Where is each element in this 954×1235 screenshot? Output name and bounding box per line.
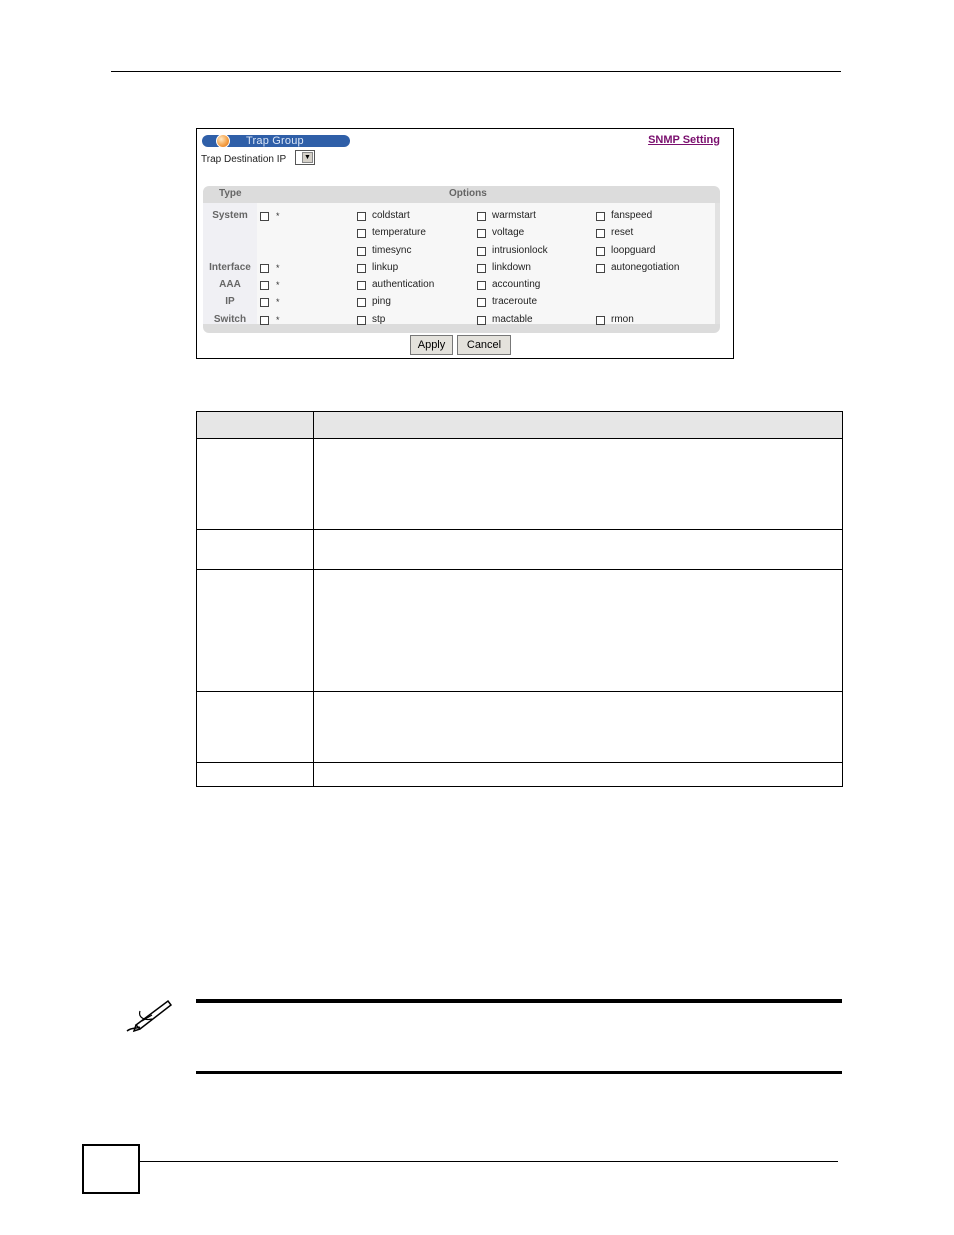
trap-destination-select[interactable] bbox=[295, 150, 315, 165]
row-label-ip: IP bbox=[225, 296, 235, 307]
table-cell bbox=[314, 439, 843, 530]
loopguard-label: loopguard bbox=[611, 245, 656, 256]
table-cell bbox=[197, 570, 314, 692]
voltage-checkbox[interactable] bbox=[477, 229, 486, 238]
options-table-header bbox=[203, 186, 720, 203]
linkup-checkbox[interactable] bbox=[357, 264, 366, 273]
row-label-switch: Switch bbox=[213, 314, 247, 325]
traceroute-label: traceroute bbox=[492, 296, 538, 307]
row-label-interface: Interface bbox=[209, 262, 251, 273]
system-all-checkbox[interactable] bbox=[260, 212, 269, 221]
table-right-edge bbox=[715, 203, 720, 324]
panel-title: Trap Group bbox=[246, 135, 304, 147]
rmon-label: rmon bbox=[611, 314, 634, 325]
description-table bbox=[196, 411, 843, 787]
reset-label: reset bbox=[611, 227, 634, 238]
aaa-all-checkbox[interactable] bbox=[260, 281, 269, 290]
warmstart-label: warmstart bbox=[492, 210, 536, 221]
mactable-checkbox[interactable] bbox=[477, 316, 486, 325]
table-cell bbox=[197, 692, 314, 763]
table-row bbox=[197, 763, 843, 787]
page-number-box bbox=[82, 1144, 140, 1194]
autonegotiation-label: autonegotiation bbox=[611, 262, 680, 273]
snmp-setting-link[interactable]: SNMP Setting bbox=[648, 134, 720, 146]
all-star: * bbox=[276, 263, 280, 273]
trap-destination-label: Trap Destination IP bbox=[201, 154, 287, 165]
header-rule bbox=[111, 71, 841, 72]
voltage-label: voltage bbox=[492, 227, 525, 238]
all-star: * bbox=[276, 211, 280, 221]
loopguard-checkbox[interactable] bbox=[596, 247, 605, 256]
ping-checkbox[interactable] bbox=[357, 298, 366, 307]
timesync-checkbox[interactable] bbox=[357, 247, 366, 256]
table-cell bbox=[197, 530, 314, 570]
intrusionlock-label: intrusionlock bbox=[492, 245, 548, 256]
table-row bbox=[197, 439, 843, 530]
coldstart-checkbox[interactable] bbox=[357, 212, 366, 221]
temperature-label: temperature bbox=[372, 227, 426, 238]
authentication-checkbox[interactable] bbox=[357, 281, 366, 290]
accounting-checkbox[interactable] bbox=[477, 281, 486, 290]
traceroute-checkbox[interactable] bbox=[477, 298, 486, 307]
linkup-label: linkup bbox=[372, 262, 399, 273]
coldstart-label: coldstart bbox=[372, 210, 410, 221]
row-label-system: System bbox=[212, 210, 248, 221]
cancel-button[interactable]: Cancel bbox=[457, 335, 511, 355]
table-header-cell bbox=[314, 412, 843, 439]
all-star: * bbox=[276, 315, 280, 325]
note-bottom-rule bbox=[196, 1071, 842, 1074]
table-cell bbox=[314, 530, 843, 570]
ip-all-checkbox[interactable] bbox=[260, 298, 269, 307]
footer-rule bbox=[140, 1161, 838, 1162]
header-options: Options bbox=[449, 188, 487, 199]
options-table-footer bbox=[203, 324, 720, 333]
authentication-label: authentication bbox=[372, 279, 435, 290]
stp-label: stp bbox=[372, 314, 386, 325]
all-star: * bbox=[276, 297, 280, 307]
table-cell bbox=[314, 570, 843, 692]
panel-title-pill bbox=[202, 135, 350, 147]
dropdown-arrow-icon[interactable]: ▼ bbox=[302, 152, 313, 163]
table-cell bbox=[314, 692, 843, 763]
header-type: Type bbox=[219, 188, 242, 199]
table-cell bbox=[314, 763, 843, 787]
temperature-checkbox[interactable] bbox=[357, 229, 366, 238]
note-top-rule bbox=[196, 999, 842, 1003]
all-star: * bbox=[276, 280, 280, 290]
linkdown-checkbox[interactable] bbox=[477, 264, 486, 273]
warmstart-checkbox[interactable] bbox=[477, 212, 486, 221]
apply-button[interactable]: Apply bbox=[410, 335, 453, 355]
note-pen-icon bbox=[124, 997, 174, 1035]
table-header-cell bbox=[197, 412, 314, 439]
switch-all-checkbox[interactable] bbox=[260, 316, 269, 325]
table-header-row bbox=[197, 412, 843, 439]
ping-label: ping bbox=[372, 296, 391, 307]
timesync-label: timesync bbox=[372, 245, 412, 256]
table-cell bbox=[197, 763, 314, 787]
intrusionlock-checkbox[interactable] bbox=[477, 247, 486, 256]
rmon-checkbox[interactable] bbox=[596, 316, 605, 325]
table-row bbox=[197, 530, 843, 570]
stp-checkbox[interactable] bbox=[357, 316, 366, 325]
mactable-label: mactable bbox=[492, 314, 533, 325]
orb-icon bbox=[216, 134, 230, 148]
row-label-aaa: AAA bbox=[219, 279, 241, 290]
table-row bbox=[197, 692, 843, 763]
linkdown-label: linkdown bbox=[492, 262, 531, 273]
fanspeed-label: fanspeed bbox=[611, 210, 653, 221]
interface-all-checkbox[interactable] bbox=[260, 264, 269, 273]
autonegotiation-checkbox[interactable] bbox=[596, 264, 605, 273]
accounting-label: accounting bbox=[492, 279, 541, 290]
trap-group-panel bbox=[196, 128, 734, 359]
fanspeed-checkbox[interactable] bbox=[596, 212, 605, 221]
table-row bbox=[197, 570, 843, 692]
reset-checkbox[interactable] bbox=[596, 229, 605, 238]
table-cell bbox=[197, 439, 314, 530]
